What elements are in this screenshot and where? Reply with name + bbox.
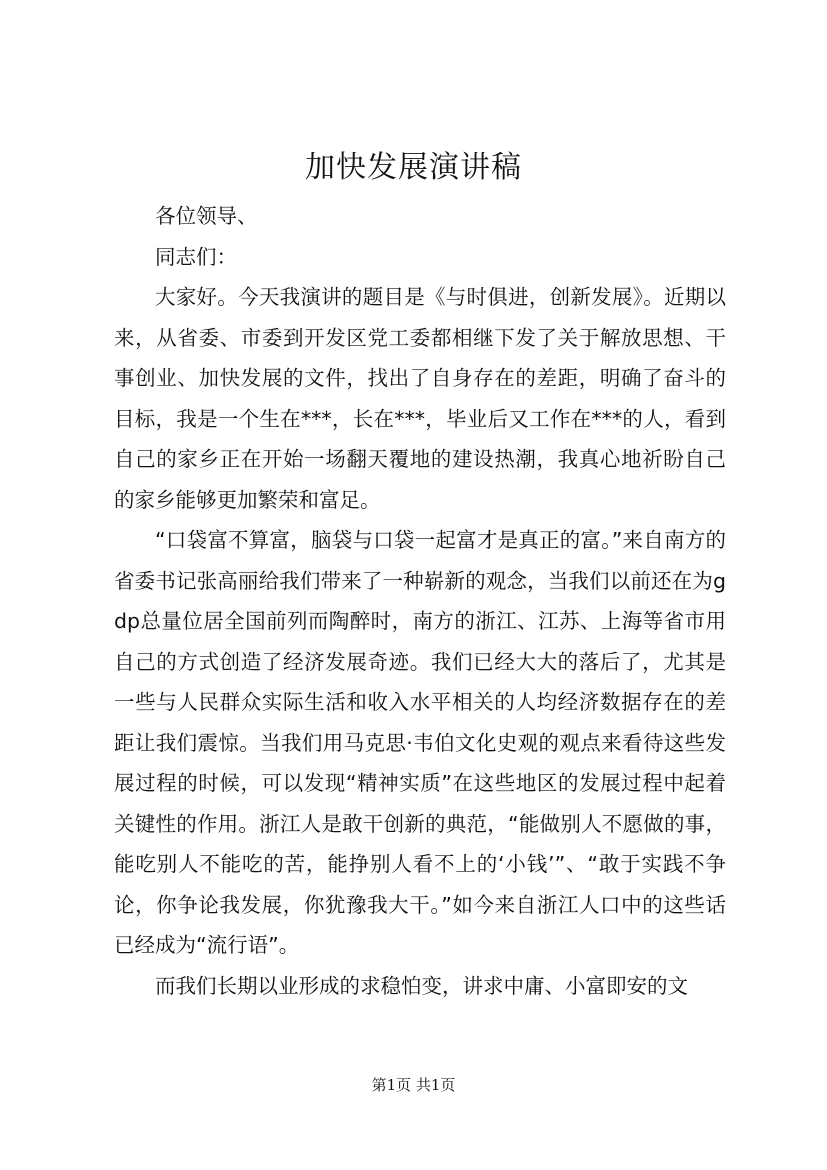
document-body <box>114 196 726 1006</box>
salutation-comrades: 同志们： <box>155 244 237 269</box>
document-title: 加快发展演讲稿 <box>305 150 522 185</box>
paragraph-continuation: 而我们长期以业形成的求稳怕变，讲求中庸、小富即安的文 <box>155 973 688 998</box>
paragraph-introduction: 大家好。今天我演讲的题目是《与时俱进，创新发展》。近期以来，从省委、市委到开发区党工委都相继下发了关于解放思想、干事创业、加快发展的文件，找出了自身存在的差距，明确了奋斗的目标，我是一个生在***，长在***，毕业后又工作在***的人，看到自己的家乡正在开始一场翻天覆地的建设热潮，我真心地祈盼自己的家乡能够更加繁荣和富足。 <box>114 285 726 512</box>
salutation-leaders: 各位领导、 <box>155 204 258 228</box>
paragraph-southern-ideas: “口袋富不算富，脑袋与口袋一起富才是真正的富。”来自南方的省委书记张高丽给我们带来了一种崭新的观念，当我们以前还在为gdp总量位居全国前列而陶醉时，南方的浙江、江苏、上海等省市用自己的方式创造了经济发展奇迹。我们已经大大的落后了，尤其是一些与人民群众实际生活和收入水平相关的人均经济数据存在的差距让我们震惊。当我们用马克思·韦伯文化史观的观点来看待这些发展过程的时候，可以发现“精神实质”在这些地区的发展过程中起着关键性的作用。浙江人是敢干创新的典范，“能做别人不愿做的事，能吃别人不能吃的苦，能挣别人看不上的‘小钱’”、“敢于实践不争论，你争论我发展，你犹豫我大干。”如今来自浙江人口中的这些话已经成为“流行语”。 <box>114 528 726 957</box>
page-footer: 第1页 共1页 <box>371 1076 456 1094</box>
